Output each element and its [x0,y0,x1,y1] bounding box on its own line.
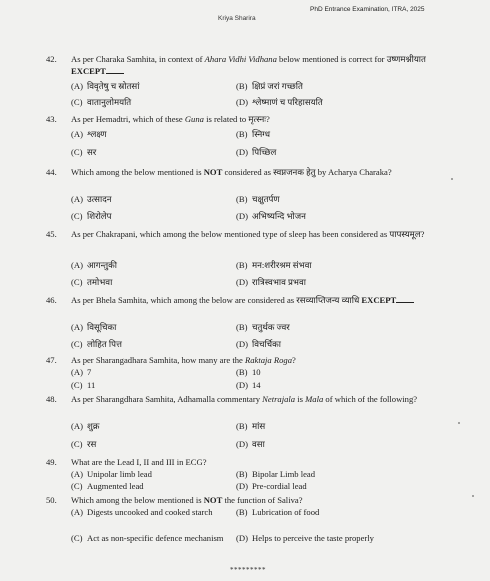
question-text: As per Hemadtri, which of these Guna is related to मृत्स्नः? [71,114,270,124]
question-text: As per Sharangdhara Samhita, Adhamalla commentary Netrajala is Mala of which of the following? [71,394,418,404]
question-number: 42. [46,54,57,64]
exam-page: PhD Entrance Examination, ITRA, 2025 Kriya Sharira 42. As per Charaka Samhita, in context of Ahara Vidhi Vidhana below mentioned is correct for उष्णमश्नीयात EXCEPT (A) विवृतेषु च स्रोतसां (B) क्षिप्रं जरां गच्छति (C) वातानुलोमयति (D) श्लेष्माणं च परिहासयति 43. As per Hemadtri, which of these Guna is related to मृत्स्नः? (A) श्लक्ष्ण (B) स्निग्ध (C) सर (D) पिच्छिल 44. Which among the below mentioned is NOT considered as स्वप्नजनक हेतु by Acharya Charaka? (A) उत्सादन (B) चक्षुतर्पण (C) शिरोलेप (D) अभिष्यन्दि भोजन 45. As per Chakrapani, which among the below mentioned type of sleep has been considered as पापस्यमूल? (A) आगन्तुकी (B) मन:शरीरश्रम संभवा (C) तमोभवा (D) रात्रिस्वभाव प्रभवा 46. As per Bhela Samhita, which among the below are considered as रसव्याप्तिजन्य व्याधि EXCEPT (A) विसूचिका (B) चतुर्थक ज्वर (C) लोहित पित्त (D) विचर्चिका 47. As per Sharangadhara Samhita, how many are the Raktaja Roga? (A) 7 (B) 10 (C) 11 (D) 14 48. As per Sharangdhara Samhita, Adhamalla commentary Netrajala is Mala of which of the following? (A) शुक्र (B) मांस (C) रस (D) वसा 49. What are the Lead I, II and III in ECG? (A) Unipolar limb lead (B) Bipolar Limb lead (C) Augmented lead (D) Pre-cordial lead 50. Which among the below mentioned is NOT the function of Saliva? (A) Digests uncooked and cooked starch (B) Lubrication of food (C) Act as non-specific defence mechanism (D) Helps to perceive the taste properly ********* [0,0,490,581]
answer-blank [396,295,414,303]
question-text: As per Chakrapani, which among the below mentioned type of sleep has been considered as पापस्यमूल? [71,229,425,239]
question-text: As per Charaka Samhita, in context of Ahara Vidhi Vidhana below mentioned is correct for उष्णमश्नीयात EXCEPT [71,54,426,76]
question-text: As per Sharangadhara Samhita, how many are the Raktaja Roga? [71,355,296,365]
question-number: 43. [46,114,57,124]
exam-title: PhD Entrance Examination, ITRA, 2025 [310,6,425,13]
question-number: 45. [46,229,57,239]
question-text: What are the Lead I, II and III in ECG? [71,457,207,467]
question-number: 49. [46,457,57,467]
question-text: As per Bhela Samhita, which among the below are considered as रसव्याप्तिजन्य व्याधि EXCEPT [71,294,439,306]
question-text: Which among the below mentioned is NOT considered as स्वप्नजनक हेतु by Acharya Charaka? [71,167,392,177]
scan-speck [472,495,474,497]
subject-title: Kriya Sharira [218,15,256,22]
question-number: 44. [46,167,57,177]
scan-speck [458,422,460,424]
question-number: 47. [46,355,57,365]
question-number: 50. [46,495,57,505]
question-number: 46. [46,295,57,305]
scan-speck [451,178,453,180]
answer-blank [106,66,124,74]
end-marker: ********* [230,566,266,574]
question-text: Which among the below mentioned is NOT the function of Saliva? [71,495,303,505]
question-number: 48. [46,394,57,404]
